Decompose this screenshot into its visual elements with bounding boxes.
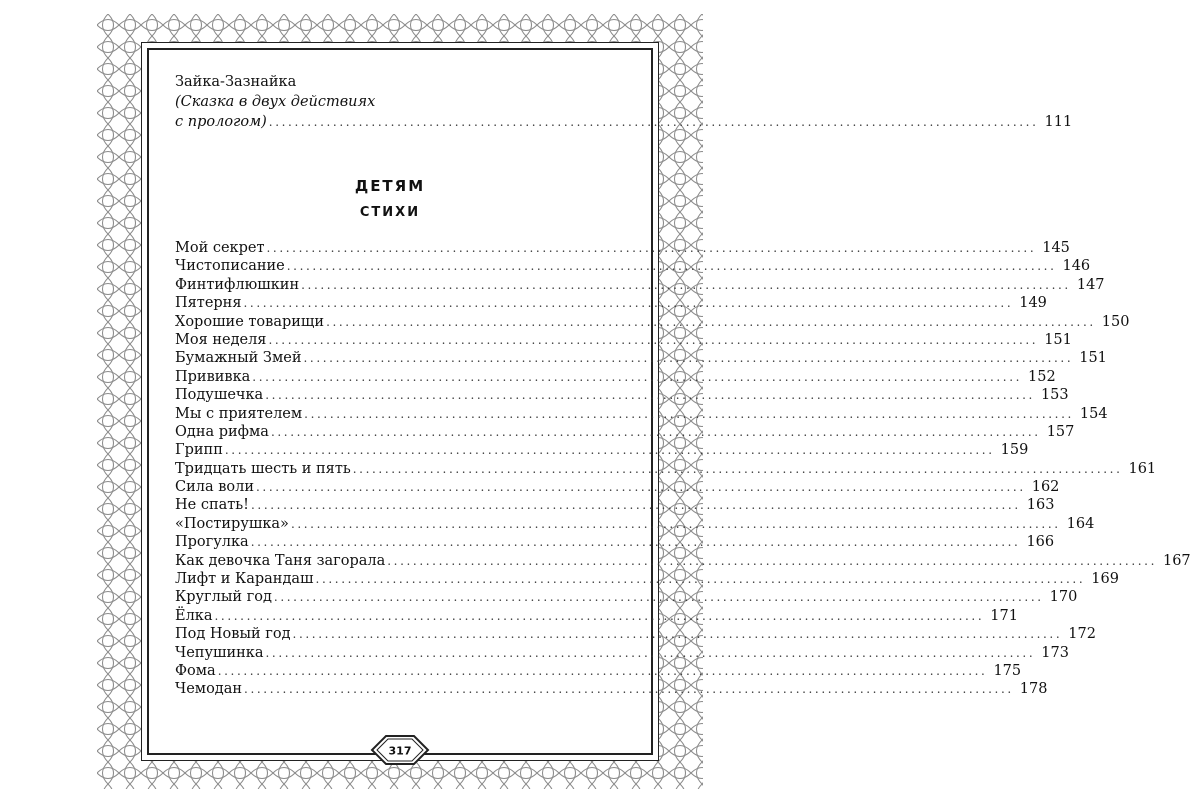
toc-entry <box>175 349 1107 367</box>
toc-entry-title: Мой секрет <box>175 240 265 256</box>
toc-entry <box>175 607 1018 625</box>
toc-entry-title: Моя неделя <box>175 331 267 348</box>
page-number: 317 <box>388 744 412 758</box>
toc-entry-title: Мы с приятелем <box>175 405 303 422</box>
page-number-badge <box>372 736 428 764</box>
toc-entry-title: Одна рифма <box>175 423 269 440</box>
toc-entry <box>175 588 1078 606</box>
toc-entry <box>175 552 1191 570</box>
toc-entry-page: 166 <box>1026 534 1055 551</box>
toc-entry-title: Хорошие товарищи <box>175 313 325 330</box>
toc-entry <box>175 515 1095 533</box>
toc-entry-page: 161 <box>1128 460 1157 477</box>
dot-leader: ........................................................................................................................ <box>265 388 1035 403</box>
toc-entry <box>175 239 1070 257</box>
toc-entry <box>175 331 1072 349</box>
toc-entry-title: Прививка <box>175 368 251 385</box>
toc-entry <box>175 276 1105 294</box>
dot-leader: ........................................................................................................................ <box>224 443 995 458</box>
dot-leader: ........................................................................................................................ <box>273 590 1044 605</box>
toc-entry-title: Финтифлюшкин <box>175 276 300 293</box>
toc-entry-page: 152 <box>1028 368 1056 385</box>
toc-entry-page: 154 <box>1079 405 1108 422</box>
toc-entry-title: Чистописание <box>175 258 285 275</box>
toc-entry <box>175 405 1108 423</box>
toc-entry-title: Не спать! <box>175 497 250 514</box>
toc-entry-title: Круглый год <box>175 589 272 606</box>
toc-entry-page: 153 <box>1040 387 1069 404</box>
toc-entry-page: 169 <box>1091 571 1119 588</box>
toc-entry-title: Под Новый год <box>175 626 291 643</box>
toc-entry-page: 145 <box>1042 240 1070 256</box>
intro-subtitle-line2: с прологом) <box>175 114 267 130</box>
dot-leader: ........................................................................................................................ <box>265 645 1036 660</box>
intro-subtitle-line1: (Сказка в двух действиях <box>175 94 376 110</box>
toc-entry-title: Как девочка Таня загорала <box>175 552 386 569</box>
toc-entry-page: 172 <box>1068 626 1096 643</box>
toc-entry <box>175 478 1060 496</box>
dot-leader: ........................................................................................................................ <box>292 627 1063 642</box>
dot-leader: ........................................................................................................................ <box>301 277 1071 292</box>
toc-entry <box>175 460 1157 478</box>
dot-leader: ........................................................................................................................ <box>252 369 1023 384</box>
dot-leader: ........................................................................................................................ <box>266 241 1037 255</box>
dot-leader: ........................................................................................................................ <box>352 461 1123 476</box>
toc-entry <box>175 662 1022 680</box>
toc-entry <box>175 368 1056 386</box>
toc-entry-title: Чемодан <box>175 681 243 698</box>
toc-entry-title: Тридцать шесть и пять <box>175 460 351 477</box>
toc-entry-page: 150 <box>1101 313 1130 330</box>
toc-entry-page: 151 <box>1079 350 1107 367</box>
toc-entry-title: Грипп <box>175 442 223 459</box>
dot-leader: ........................................................................................................................ <box>303 351 1074 366</box>
dot-leader: ........................................................................................................................ <box>326 314 1096 329</box>
toc-entry <box>175 625 1096 643</box>
toc-entry <box>175 313 1130 331</box>
toc-entry-page: 171 <box>990 607 1018 624</box>
toc-list <box>175 239 1191 699</box>
dot-leader: ........................................................................................................................ <box>214 608 985 623</box>
toc-entry-title: Чепушинка <box>175 644 264 661</box>
toc-entry <box>175 386 1069 404</box>
dot-leader: ........................................................................................................................ <box>244 682 1014 697</box>
intro-entry-row <box>175 112 1073 132</box>
toc-entry-title: Прогулка <box>175 534 249 551</box>
subsection-heading: СТИХИ <box>359 205 421 220</box>
toc-entry <box>175 680 1048 698</box>
toc-entry-title: Фома <box>175 662 216 679</box>
dot-leader: ........................................................................................................................ <box>290 516 1061 531</box>
dot-leader: ........................................................................................................................ <box>286 259 1057 274</box>
toc-entry-page: 173 <box>1041 644 1069 661</box>
dot-leader: ........................................................................................................................ <box>251 498 1021 513</box>
dot-leader: ........................................................................................................................ <box>315 572 1086 587</box>
dot-leader: ........................................................................................................................ <box>243 296 1014 311</box>
toc-entry-page: 157 <box>1046 423 1075 440</box>
toc-entry-page: 149 <box>1019 295 1047 312</box>
dot-leader: ........................................................................................................................ <box>217 663 988 678</box>
toc-entry-title: Подушечка <box>175 387 264 404</box>
dot-leader: ........................................................................................................................ <box>268 115 1039 129</box>
toc-entry <box>175 441 1029 459</box>
toc-entry <box>175 257 1091 275</box>
toc-entry-page: 146 <box>1062 258 1091 275</box>
toc-entry-page: 163 <box>1026 497 1055 514</box>
toc-entry <box>175 294 1047 312</box>
toc-entry-page: 162 <box>1031 479 1060 496</box>
dot-leader: ........................................................................................................................ <box>256 480 1026 495</box>
section-heading: ДЕТЯМ <box>354 177 426 195</box>
toc-entry-page: 170 <box>1049 589 1078 606</box>
toc-entry <box>175 423 1075 441</box>
intro-title: Зайка-Зазнайка <box>175 74 297 90</box>
toc-entry-page: 147 <box>1076 276 1105 293</box>
toc-entry-title: Пятерня <box>175 295 242 312</box>
toc-entry-title: Бумажный Змей <box>175 350 302 367</box>
intro-page-number: 111 <box>1044 114 1073 130</box>
toc-entry <box>175 533 1055 551</box>
toc-entry-page: 178 <box>1019 681 1048 698</box>
dot-leader: ........................................................................................................................ <box>250 535 1021 550</box>
toc-entry-title: «Постирушка» <box>175 515 289 532</box>
toc-entry <box>175 496 1055 514</box>
toc-entry-page: 175 <box>993 662 1022 679</box>
toc-entry-page: 167 <box>1162 552 1191 569</box>
table-of-contents <box>175 72 1191 699</box>
toc-entry-title: Сила воли <box>175 479 254 496</box>
toc-entry <box>175 644 1069 662</box>
toc-entry-page: 151 <box>1044 331 1072 348</box>
dot-leader: ........................................................................................................................ <box>304 406 1074 421</box>
toc-entry-page: 164 <box>1066 515 1095 532</box>
dot-leader: ........................................................................................................................ <box>268 332 1039 347</box>
toc-entry-title: Лифт и Карандаш <box>175 571 314 588</box>
dot-leader: ........................................................................................................................ <box>270 424 1041 439</box>
toc-entry <box>175 570 1119 588</box>
dot-leader: ........................................................................................................................ <box>387 553 1157 568</box>
toc-entry-page: 159 <box>1000 442 1029 459</box>
toc-entry-title: Ёлка <box>175 607 213 624</box>
